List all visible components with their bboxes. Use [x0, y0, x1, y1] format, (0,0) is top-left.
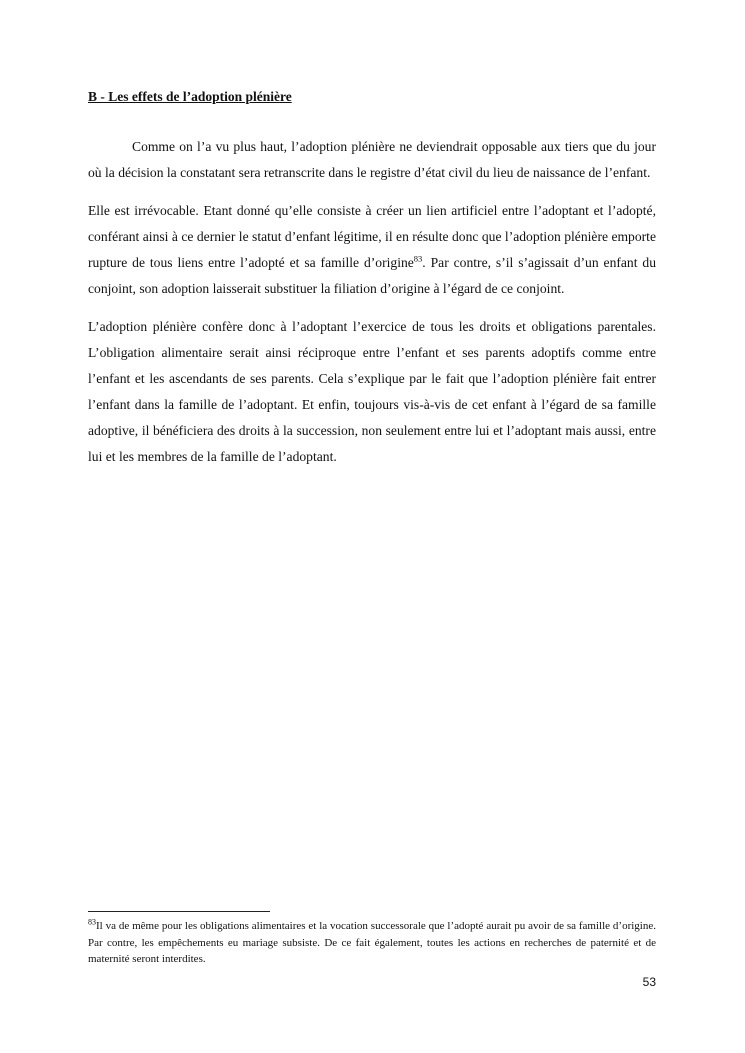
paragraph-1: Comme on l’a vu plus haut, l’adoption plénière ne deviendrait opposable aux tiers que du jour où la décision la constatant sera retranscrite dans le registre d’état civil du lieu de naissance de l’enfant.: [88, 139, 656, 180]
footnote-number: 83: [88, 917, 96, 927]
footnote: [88, 918, 656, 968]
paragraph-2: [88, 198, 656, 302]
section-heading: B - Les effets de l’adoption plénière: [88, 89, 292, 104]
paragraph-2-text-after: . Par contre, s’il s’agissait d’un enfant du conjoint, son adoption laisserait substituer la filiation d’origine à l’égard de ce conjoint.: [88, 255, 657, 296]
page-number: 53: [642, 975, 656, 989]
footnote-separator: [88, 911, 270, 912]
footnote-reference[interactable]: 83: [413, 253, 423, 264]
footnote-text: Il va de même pour les obligations alimentaires et la vocation successorale que l’adopté aurait pu avoir de sa famille d’origine. Par contre, les empêchements eu mariage subsiste. De ce fait également, toutes les actions en recherches de paternité et de maternité seront interdites.: [88, 920, 656, 965]
body-text: [88, 134, 656, 482]
paragraph-3: L’adoption plénière confère donc à l’adoptant l’exercice de tous les droits et obligations parentales. L’obligation alimentaire serait ainsi réciproque entre l’enfant et ses parents adoptifs comme entre l’enfant et les ascendants de ses parents. Cela s’explique par le fait que l’adoption plénière fait entrer l’enfant dans la famille de l’adoptant. Et enfin, toujours vis-à-vis de cet enfant à l’égard de sa famille adoptive, il bénéficiera des droits à la succession, non seulement entre lui et l’adoptant mais aussi, entre lui et les membres de la famille de l’adoptant.: [88, 319, 656, 464]
paragraph-2-text-before: Elle est irrévocable. Etant donné qu’elle consiste à créer un lien artificiel entre l’adoptant et l’adopté, conférant ainsi à ce dernier le statut d’enfant légitime, il en résulte donc que l’adoption plénière emporte rupture de tous liens entre l’adopté et sa famille d’origine: [88, 203, 656, 270]
